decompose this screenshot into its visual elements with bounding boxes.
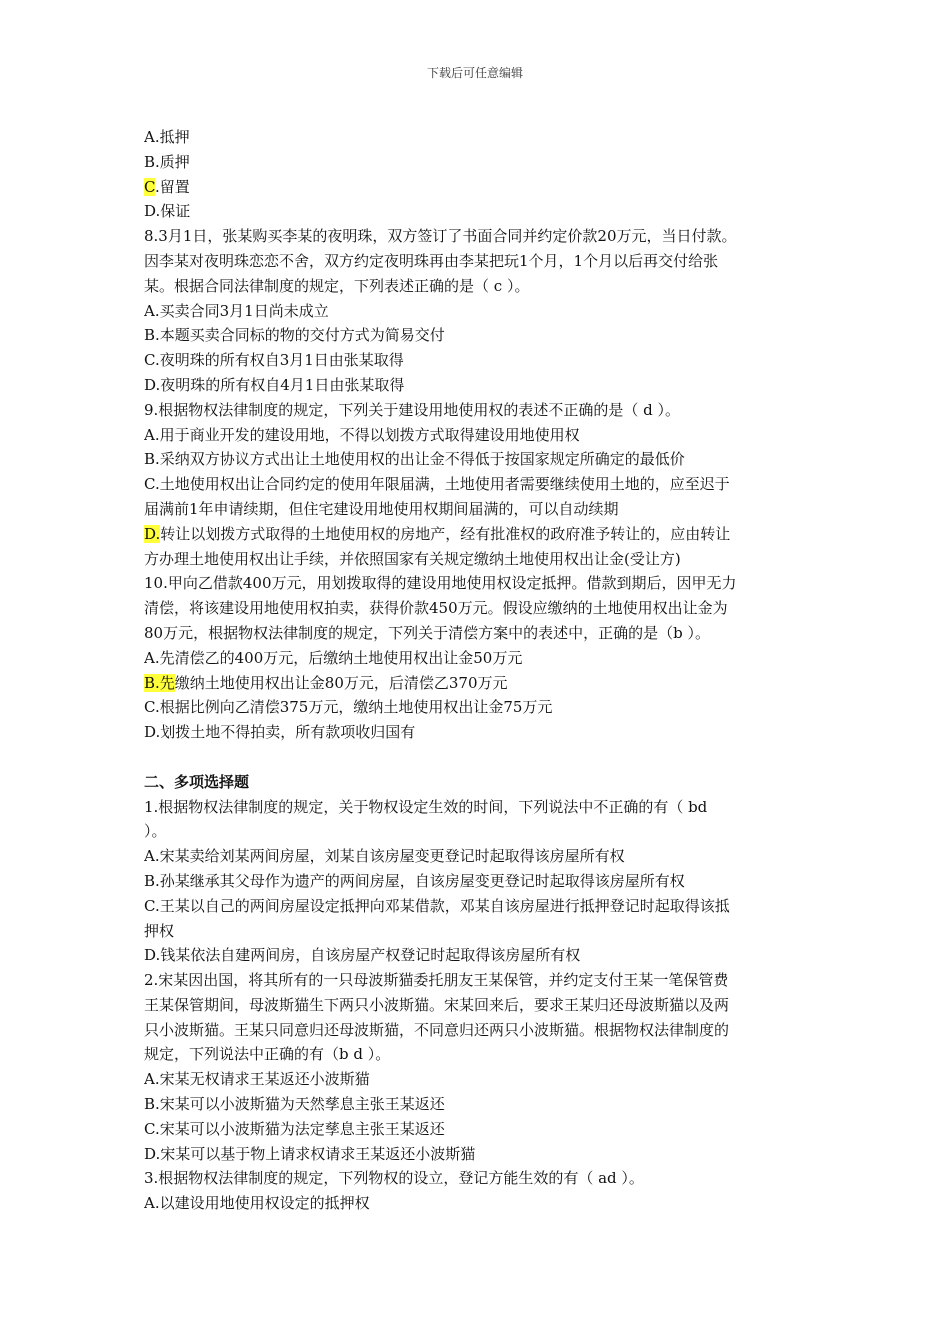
text-line bbox=[144, 472, 816, 497]
line-text: C.宋某可以小波斯猫为法定孳息主张王某返还 bbox=[144, 1119, 445, 1138]
line-text: 清偿，将该建设用地使用权拍卖，获得价款450万元。假设应缴纳的土地使用权出让金为 bbox=[144, 599, 728, 618]
text-line bbox=[144, 795, 816, 820]
line-text: D.钱某依法自建两间房，自该房屋产权登记时起取得该房屋所有权 bbox=[144, 946, 581, 965]
text-line bbox=[144, 1092, 816, 1117]
text-line bbox=[144, 323, 816, 348]
text-line bbox=[144, 299, 816, 324]
line-text: D.保证 bbox=[144, 202, 191, 221]
line-text: 80万元，根据物权法律制度的规定，下列关于清偿方案中的表述中，正确的是（b ）。 bbox=[144, 623, 710, 642]
text-line bbox=[144, 968, 816, 993]
line-text: 10.甲向乙借款400万元，用划拨取得的建设用地使用权设定抵押。借款到期后，因甲无力 bbox=[144, 574, 737, 593]
line-text: 8.3月1日，张某购买李某的夜明珠，双方签订了书面合同并约定价款20万元，当日付款。 bbox=[144, 227, 737, 246]
highlighted-answer: B.先 bbox=[144, 673, 175, 692]
text-line bbox=[144, 844, 816, 869]
line-text: B.质押 bbox=[144, 152, 190, 171]
line-text: 缴纳土地使用权出让金80万元，后清偿乙370万元 bbox=[174, 673, 508, 692]
text-line bbox=[144, 423, 816, 448]
text-line bbox=[144, 497, 816, 522]
line-text: C.根据比例向乙清偿375万元，缴纳土地使用权出让金75万元 bbox=[144, 698, 553, 717]
text-line bbox=[144, 621, 816, 646]
line-text: 二、多项选择题 bbox=[144, 772, 250, 791]
line-text: 2.宋某因出国，将其所有的一只母波斯猫委托朋友王某保管，并约定支付王某一笔保管费 bbox=[144, 971, 729, 990]
text-line bbox=[144, 869, 816, 894]
text-line bbox=[144, 919, 816, 944]
line-text: 转让以划拨方式取得的土地使用权的房地产，经有批准权的政府准予转让的，应由转让 bbox=[160, 524, 731, 543]
text-line bbox=[144, 175, 816, 200]
text-line bbox=[144, 671, 816, 696]
line-text: A.抵押 bbox=[144, 128, 190, 146]
line-text: A.用于商业开发的建设用地，不得以划拨方式取得建设用地使用权 bbox=[144, 425, 580, 444]
text-line bbox=[144, 571, 816, 596]
text-line bbox=[144, 547, 816, 572]
line-text: A.先清偿乙的400万元，后缴纳土地使用权出让金50万元 bbox=[144, 648, 523, 667]
text-line bbox=[144, 224, 816, 249]
line-text: B.宋某可以小波斯猫为天然孳息主张王某返还 bbox=[144, 1095, 445, 1114]
text-line bbox=[144, 646, 816, 671]
line-text: A.宋某卖给刘某两间房屋，刘某自该房屋变更登记时起取得该房屋所有权 bbox=[144, 847, 625, 866]
line-text: 因李某对夜明珠恋恋不舍，双方约定夜明珠再由李某把玩1个月，1个月以后再交付给张 bbox=[144, 251, 719, 270]
line-text: B.本题买卖合同标的物的交付方式为简易交付 bbox=[144, 326, 445, 345]
text-line bbox=[144, 125, 816, 150]
line-text: 9.根据物权法律制度的规定，下列关于建设用地使用权的表述不正确的是（ d ）。 bbox=[144, 400, 680, 419]
line-text: D.夜明珠的所有权自4月1日由张某取得 bbox=[144, 375, 405, 394]
text-line bbox=[144, 596, 816, 621]
line-text: C.土地使用权出让合同约定的使用年限届满，土地使用者需要继续使用土地的，应至迟于 bbox=[144, 475, 730, 494]
text-line bbox=[144, 1191, 816, 1216]
line-text: ）。 bbox=[144, 822, 167, 841]
document-body bbox=[144, 125, 816, 1216]
text-line bbox=[144, 373, 816, 398]
line-text: A.宋某无权请求王某返还小波斯猫 bbox=[144, 1070, 370, 1089]
text-line bbox=[144, 819, 816, 844]
line-text: A.买卖合同3月1日尚未成立 bbox=[144, 301, 329, 320]
line-text: C.夜明珠的所有权自3月1日由张某取得 bbox=[144, 351, 404, 370]
line-text: 3.根据物权法律制度的规定，下列物权的设立，登记方能生效的有（ ad ）。 bbox=[144, 1169, 644, 1188]
text-line bbox=[144, 1018, 816, 1043]
text-line bbox=[144, 522, 816, 547]
line-text: 王某保管期间，母波斯猫生下两只小波斯猫。宋某回来后，要求王某归还母波斯猫以及两 bbox=[144, 995, 730, 1014]
line-text: 方办理土地使用权出让手续，并依照国家有关规定缴纳土地使用权出让金(受让方) bbox=[144, 549, 681, 568]
text-line bbox=[144, 720, 816, 745]
text-line bbox=[144, 348, 816, 373]
text-line bbox=[144, 1117, 816, 1142]
text-line bbox=[144, 695, 816, 720]
text-line bbox=[144, 199, 816, 224]
text-line bbox=[144, 1067, 816, 1092]
line-text: A.以建设用地使用权设定的抵押权 bbox=[144, 1194, 370, 1213]
text-line bbox=[144, 249, 816, 274]
line-text: 押权 bbox=[144, 921, 175, 940]
text-line bbox=[144, 398, 816, 423]
line-text: 某。根据合同法律制度的规定，下列表述正确的是（ c ）。 bbox=[144, 276, 530, 295]
line-text: C.王某以自己的两间房屋设定抵押向邓某借款，邓某自该房屋进行抵押登记时起取得该抵 bbox=[144, 896, 730, 915]
text-line bbox=[144, 1042, 816, 1067]
text-line bbox=[144, 150, 816, 175]
text-line bbox=[144, 894, 816, 919]
line-text: 1.根据物权法律制度的规定，关于物权设定生效的时间，下列说法中不正确的有（ bd bbox=[144, 797, 708, 816]
page-header: 下载后可任意编辑 bbox=[426, 66, 523, 80]
text-line bbox=[144, 993, 816, 1018]
highlighted-answer: C bbox=[144, 177, 155, 196]
line-text: 只小波斯猫。王某只同意归还母波斯猫，不同意归还两只小波斯猫。根据物权法律制度的 bbox=[144, 1020, 730, 1039]
line-text: 规定，下列说法中正确的有（b d ）。 bbox=[144, 1045, 391, 1064]
text-line bbox=[144, 274, 816, 299]
line-text: D.宋某可以基于物上请求权请求王某返还小波斯猫 bbox=[144, 1144, 476, 1163]
text-line bbox=[144, 447, 816, 472]
line-text: 届满前1年申请续期，但住宅建设用地使用权期间届满的，可以自动续期 bbox=[144, 499, 619, 518]
text-line bbox=[144, 1142, 816, 1167]
text-line bbox=[144, 1166, 816, 1191]
line-text: D.划拨土地不得拍卖，所有款项收归国有 bbox=[144, 723, 416, 742]
line-text: B.孙某继承其父母作为遗产的两间房屋，自该房屋变更登记时起取得该房屋所有权 bbox=[144, 871, 685, 890]
text-line bbox=[144, 943, 816, 968]
section-heading bbox=[144, 770, 816, 795]
line-text: B.采纳双方协议方式出让土地使用权的出让金不得低于按国家规定所确定的最低价 bbox=[144, 450, 685, 469]
line-text: .留置 bbox=[154, 177, 190, 196]
highlighted-answer: D. bbox=[144, 524, 161, 543]
